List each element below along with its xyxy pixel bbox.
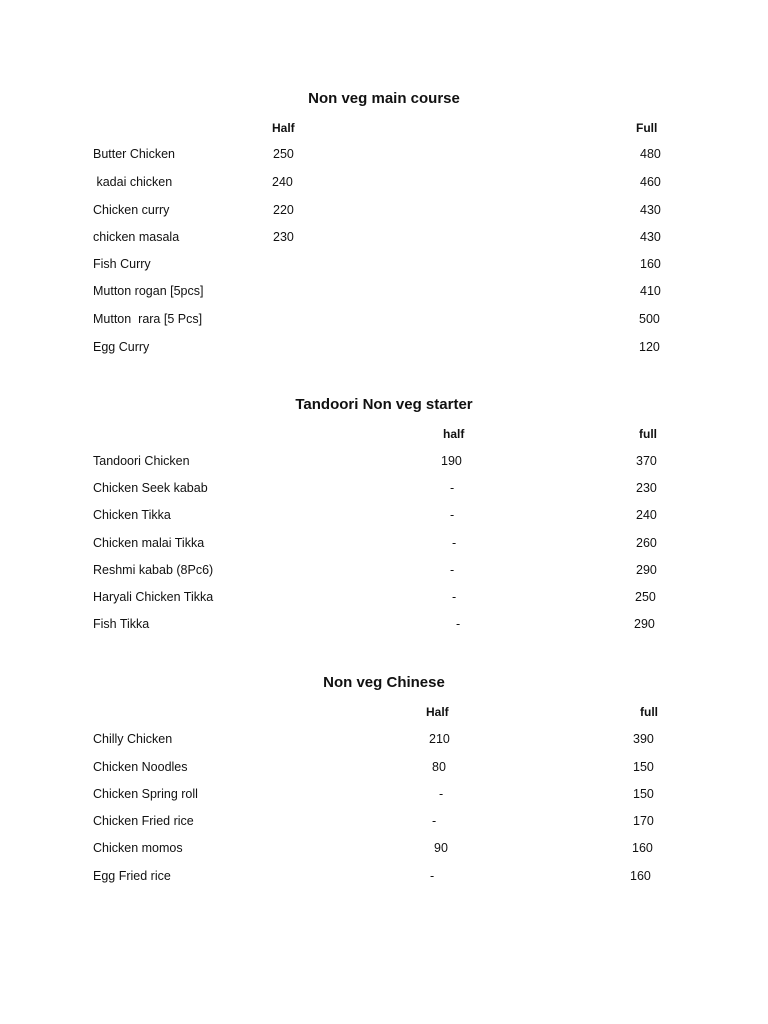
item-half-price: 90 [434, 841, 448, 855]
item-half-price: 220 [273, 203, 294, 217]
section-title: Non veg main course [308, 90, 460, 107]
menu-row [0, 174, 768, 190]
item-full-price: 390 [633, 732, 654, 746]
full-column-header: Full [636, 121, 658, 135]
half-column-header: half [443, 427, 465, 441]
menu-row [0, 146, 768, 162]
item-full-price: 150 [633, 787, 654, 801]
item-full-price: 160 [632, 841, 653, 855]
menu-row [0, 562, 768, 578]
menu-row [0, 840, 768, 856]
item-half-price: - [452, 536, 457, 550]
item-half-price: - [450, 563, 455, 577]
menu-row [0, 731, 768, 747]
item-name: Chicken Spring roll [93, 787, 198, 801]
item-full-price: 480 [640, 147, 661, 161]
item-name: Chicken Noodles [93, 760, 188, 774]
item-half-price: - [439, 787, 444, 801]
item-full-price: 160 [630, 869, 651, 883]
item-name: Chicken Seek kabab [93, 481, 208, 495]
item-name: Chilly Chicken [93, 732, 173, 746]
item-half-price: - [450, 481, 455, 495]
item-full-price: 430 [640, 230, 661, 244]
item-full-price: 170 [633, 814, 654, 828]
menu-row [0, 229, 768, 245]
item-name: kadai chicken [93, 175, 173, 189]
item-half-price: - [452, 590, 457, 604]
item-full-price: 410 [640, 284, 661, 298]
full-column-header: full [639, 427, 657, 441]
item-name: Chicken Tikka [93, 508, 171, 522]
item-name: Tandoori Chicken [93, 454, 190, 468]
item-name: Chicken malai Tikka [93, 536, 205, 550]
item-full-price: 500 [639, 312, 660, 326]
item-name: Chicken curry [93, 203, 170, 217]
item-name: chicken masala [93, 230, 180, 244]
item-name: Fish Curry [93, 257, 151, 271]
item-name: Haryali Chicken Tikka [93, 590, 214, 604]
item-full-price: 120 [639, 340, 660, 354]
menu-row [0, 868, 768, 884]
section-title: Tandoori Non veg starter [295, 396, 473, 413]
half-column-header: Half [426, 705, 449, 719]
half-column-header: Half [272, 121, 295, 135]
menu-row [0, 813, 768, 829]
menu-row [0, 786, 768, 802]
item-name: Reshmi kabab (8Pc6) [93, 563, 214, 577]
item-half-price: 210 [429, 732, 450, 746]
item-half-price: 230 [273, 230, 294, 244]
item-full-price: 370 [636, 454, 657, 468]
item-name: Mutton rara [5 Pcs] [93, 312, 203, 326]
item-full-price: 430 [640, 203, 661, 217]
item-full-price: 290 [636, 563, 657, 577]
item-half-price: 250 [273, 147, 294, 161]
item-name: Chicken momos [93, 841, 183, 855]
item-half-price: 80 [432, 760, 446, 774]
item-name: Fish Tikka [93, 617, 150, 631]
menu-row [0, 480, 768, 496]
item-half-price: 240 [272, 175, 293, 189]
item-half-price: - [432, 814, 437, 828]
item-full-price: 240 [636, 508, 657, 522]
item-full-price: 460 [640, 175, 661, 189]
item-name: Butter Chicken [93, 147, 175, 161]
menu-row [0, 202, 768, 218]
item-half-price: - [430, 869, 435, 883]
item-full-price: 290 [634, 617, 655, 631]
menu-row [0, 589, 768, 605]
item-name: Mutton rogan [5pcs] [93, 284, 204, 298]
item-full-price: 260 [636, 536, 657, 550]
menu-row [0, 507, 768, 523]
menu-row [0, 339, 768, 355]
item-full-price: 230 [636, 481, 657, 495]
menu-row [0, 311, 768, 327]
menu-row [0, 453, 768, 469]
full-column-header: full [640, 705, 658, 719]
menu-row [0, 535, 768, 551]
item-half-price: - [450, 508, 455, 522]
item-half-price: 190 [441, 454, 462, 468]
menu-row [0, 759, 768, 775]
item-name: Chicken Fried rice [93, 814, 194, 828]
menu-row [0, 616, 768, 632]
item-name: Egg Fried rice [93, 869, 171, 883]
menu-row [0, 283, 768, 299]
menu-row [0, 256, 768, 272]
item-full-price: 160 [640, 257, 661, 271]
section-title: Non veg Chinese [323, 674, 445, 691]
item-name: Egg Curry [93, 340, 150, 354]
item-half-price: - [456, 617, 461, 631]
item-full-price: 150 [633, 760, 654, 774]
item-full-price: 250 [635, 590, 656, 604]
